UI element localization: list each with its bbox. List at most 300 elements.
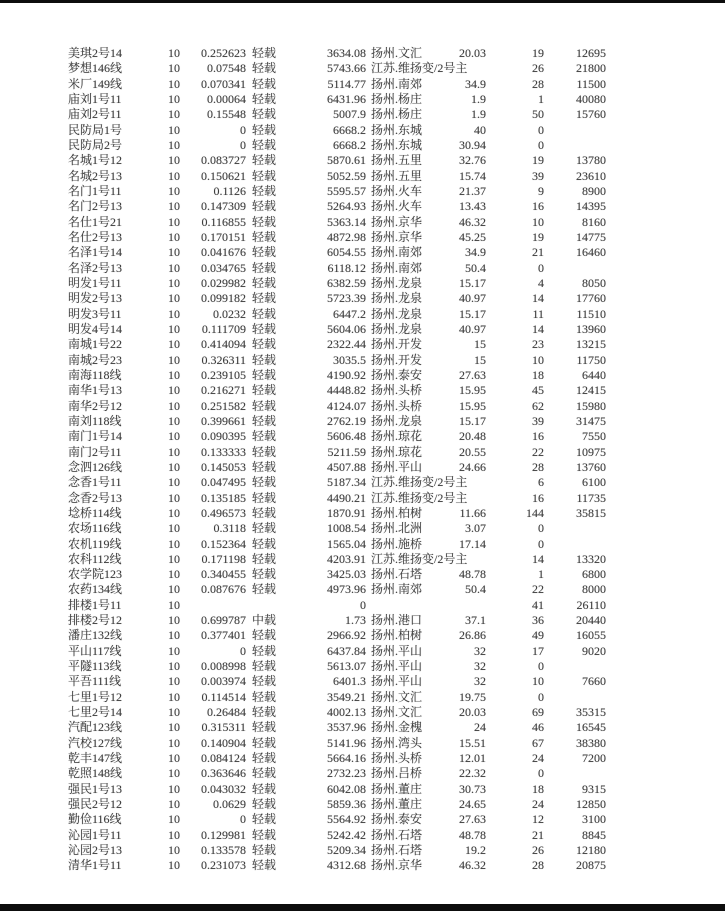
cell-feeder-name: 汽校127线 [68,735,123,750]
cell-capacity-c: 31475 [576,413,606,428]
cell-capacity-c: 7550 [582,429,606,444]
cell-load-status: 轻载 [252,827,277,842]
cell-substation: 扬州.五里 [371,168,423,183]
cell-substation: 扬州.董庄 [371,797,423,812]
table-row [0,184,725,199]
cell-substation: 扬州.泰安 [371,367,423,382]
cell-capacity-a: 4002.13 [327,705,366,720]
cell-substation: 扬州.文汇 [371,46,423,60]
cell-value-b: 40.97 [459,291,486,306]
cell-capacity-c: 9020 [582,643,606,658]
cell-voltage: 10 [168,46,180,60]
cell-substation: 扬州.开发 [371,352,423,367]
cell-load-rate: 0.150621 [201,168,246,183]
cell-load-rate: 0.340455 [201,567,246,582]
cell-voltage: 10 [168,536,180,551]
cell-voltage: 10 [168,827,180,842]
cell-capacity-c: 8050 [582,275,606,290]
cell-substation: 扬州.头桥 [371,751,423,766]
cell-capacity-a: 3425.03 [327,567,366,582]
cell-value-b: 40 [474,122,486,137]
cell-count: 9 [538,183,544,198]
cell-feeder-name: 农科112线 [68,551,122,566]
cell-count: 0 [538,766,544,781]
cell-load-status: 轻载 [252,199,277,214]
cell-load-status: 轻载 [252,413,277,428]
cell-substation: 扬州.开发 [371,337,423,352]
cell-value-b: 15.51 [459,735,486,750]
cell-substation: 扬州.文汇 [371,689,423,704]
cell-count: 16 [532,429,544,444]
cell-feeder-name: 南华2号12 [68,398,123,413]
cell-load-rate: 0.414094 [201,337,246,352]
cell-substation: 扬州.港口 [371,613,423,628]
cell-value-b: 32 [474,643,486,658]
cell-capacity-a: 5007.9 [333,107,366,122]
cell-substation: 扬州.龙泉 [371,275,423,290]
cell-load-rate: 0.047495 [201,475,246,490]
cell-voltage: 10 [168,137,180,152]
cell-feeder-name: 念香2号13 [68,490,123,505]
cell-capacity-c: 14775 [576,229,606,244]
cell-load-status: 轻载 [252,245,277,260]
cell-capacity-a: 5209.34 [327,843,366,858]
cell-capacity-c: 6100 [582,475,606,490]
cell-load-status: 轻载 [252,582,277,597]
table-row [0,245,725,260]
cell-count: 21 [532,827,544,842]
cell-voltage: 10 [168,567,180,582]
cell-count: 41 [532,597,544,612]
cell-capacity-a: 5743.66 [327,61,366,76]
cell-capacity-c: 6800 [582,567,606,582]
table-row [0,46,725,61]
cell-load-status: 轻载 [252,107,277,122]
table-row [0,414,725,429]
cell-value-b: 1.9 [471,107,486,122]
cell-count: 67 [532,735,544,750]
cell-substation: 扬州.东城 [371,122,423,137]
table-row [0,445,725,460]
cell-capacity-c: 12695 [576,46,606,60]
cell-capacity-a: 3035.5 [333,352,366,367]
cell-count: 10 [532,352,544,367]
cell-load-rate: 0.251582 [201,398,246,413]
cell-load-rate: 0.231073 [201,858,246,873]
cell-capacity-a: 6437.84 [327,643,366,658]
cell-value-b: 45.25 [459,229,486,244]
cell-capacity-a: 1565.04 [327,536,366,551]
cell-capacity-c: 17760 [576,291,606,306]
cell-capacity-a: 6447.2 [333,306,366,321]
cell-load-status: 轻载 [252,475,277,490]
cell-voltage: 10 [168,674,180,689]
cell-value-b: 11.66 [459,505,486,520]
cell-feeder-name: 七里2号14 [68,705,123,720]
cell-capacity-c: 13760 [576,459,606,474]
cell-count: 45 [532,383,544,398]
cell-voltage: 10 [168,321,180,336]
cell-capacity-a: 5211.59 [327,444,366,459]
cell-count: 39 [532,413,544,428]
cell-substation: 扬州.吕桥 [371,766,423,781]
cell-capacity-a: 5606.48 [327,429,366,444]
cell-capacity-c: 13215 [576,337,606,352]
table-row [0,858,725,873]
cell-substation: 江苏.维扬变/2号主 [371,551,468,566]
cell-value-b: 27.63 [459,367,486,382]
cell-count: 22 [532,444,544,459]
cell-load-status: 轻载 [252,628,277,643]
cell-load-status: 轻载 [252,61,277,76]
cell-capacity-a: 6054.55 [327,245,366,260]
cell-value-b: 15.74 [459,168,486,183]
cell-capacity-a: 1.73 [345,613,366,628]
cell-capacity-c: 8845 [582,827,606,842]
cell-count: 18 [532,367,544,382]
cell-capacity-a: 4124.07 [327,398,366,413]
cell-count: 144 [526,505,544,520]
cell-feeder-name: 名仕1号21 [68,214,123,229]
cell-voltage: 10 [168,521,180,536]
cell-substation: 扬州.龙泉 [371,306,423,321]
cell-capacity-a: 2322.44 [327,337,366,352]
cell-load-rate: 0.133578 [201,843,246,858]
cell-count: 26 [532,843,544,858]
cell-substation: 扬州.龙泉 [371,291,423,306]
cell-count: 28 [532,858,544,873]
table-row [0,613,725,628]
cell-feeder-name: 南海118线 [68,367,122,382]
cell-capacity-c: 11510 [576,306,606,321]
cell-voltage: 10 [168,490,180,505]
cell-capacity-a: 5870.61 [327,153,366,168]
cell-load-status: 轻载 [252,781,277,796]
cell-substation: 扬州.柏树 [371,628,423,643]
table-row [0,322,725,337]
cell-count: 0 [538,260,544,275]
cell-capacity-a: 3549.21 [327,689,366,704]
cell-voltage: 10 [168,751,180,766]
cell-voltage: 10 [168,505,180,520]
cell-substation: 扬州.南郊 [371,260,423,275]
cell-count: 0 [538,689,544,704]
cell-load-rate: 0.152364 [201,536,246,551]
cell-capacity-a: 1008.54 [327,521,366,536]
cell-voltage: 10 [168,429,180,444]
cell-feeder-name: 念香1号11 [68,475,122,490]
table-row [0,598,725,613]
cell-capacity-a: 5564.92 [327,812,366,827]
cell-capacity-a: 4448.82 [327,383,366,398]
cell-substation: 扬州.五里 [371,153,423,168]
table-row [0,307,725,322]
cell-feeder-name: 清华1号11 [68,858,122,873]
cell-load-rate: 0.070341 [201,76,246,91]
cell-load-status: 轻载 [252,352,277,367]
cell-substation: 扬州.火车 [371,199,423,214]
cell-load-rate: 0.239105 [201,367,246,382]
cell-substation: 扬州.平山 [371,459,423,474]
cell-load-status: 轻载 [252,735,277,750]
cell-voltage: 10 [168,597,180,612]
cell-voltage: 10 [168,383,180,398]
cell-capacity-c: 12415 [576,383,606,398]
cell-voltage: 10 [168,168,180,183]
cell-feeder-name: 七里1号12 [68,689,123,704]
cell-capacity-c: 12850 [576,797,606,812]
cell-substation: 扬州.平山 [371,659,423,674]
cell-substation: 扬州.东城 [371,137,423,152]
cell-substation: 扬州.董庄 [371,781,423,796]
cell-voltage: 10 [168,781,180,796]
cell-voltage: 10 [168,459,180,474]
cell-load-status: 轻载 [252,214,277,229]
cell-value-b: 3.07 [465,521,486,536]
cell-feeder-name: 沁园1号11 [68,827,122,842]
cell-count: 10 [532,214,544,229]
cell-count: 11 [532,306,544,321]
cell-voltage: 10 [168,229,180,244]
cell-load-status: 轻载 [252,843,277,858]
table-row [0,751,725,766]
cell-capacity-c: 11750 [576,352,606,367]
table-row [0,199,725,214]
cell-feeder-name: 农药134线 [68,582,123,597]
cell-count: 14 [532,321,544,336]
cell-substation: 扬州.平山 [371,674,423,689]
cell-feeder-name: 米厂149线 [68,76,123,91]
cell-load-rate: 0.00064 [207,91,246,106]
cell-capacity-c: 11500 [576,76,606,91]
cell-voltage: 10 [168,245,180,260]
cell-substation: 扬州.石塔 [371,567,423,582]
cell-feeder-name: 明发4号14 [68,321,123,336]
cell-value-b: 20.03 [459,705,486,720]
table-row [0,107,725,122]
cell-count: 28 [532,76,544,91]
table-row [0,720,725,735]
table-row [0,674,725,689]
cell-load-status: 轻载 [252,567,277,582]
cell-capacity-c: 16545 [576,720,606,735]
cell-voltage: 10 [168,199,180,214]
cell-capacity-a: 6382.59 [327,275,366,290]
cell-capacity-c: 15760 [576,107,606,122]
table-row [0,644,725,659]
cell-load-status: 轻载 [252,275,277,290]
cell-load-rate: 0 [240,137,246,152]
cell-count: 16 [532,199,544,214]
cell-substation: 扬州.平山 [371,643,423,658]
cell-feeder-name: 庙刘2号11 [68,107,122,122]
cell-capacity-c: 20440 [576,613,606,628]
table-row [0,828,725,843]
cell-feeder-name: 名泽2号13 [68,260,123,275]
cell-value-b: 48.78 [459,567,486,582]
cell-substation: 扬州.琼花 [371,429,423,444]
table-row [0,429,725,444]
cell-value-b: 15.17 [459,306,486,321]
cell-load-status: 轻载 [252,46,277,60]
cell-value-b: 21.37 [459,183,486,198]
cell-count: 19 [532,153,544,168]
cell-capacity-c: 20875 [576,858,606,873]
cell-capacity-c: 8000 [582,582,606,597]
cell-substation: 扬州.南郊 [371,245,423,260]
cell-capacity-a: 5604.06 [327,321,366,336]
cell-voltage: 10 [168,812,180,827]
table-row [0,169,725,184]
cell-feeder-name: 潘庄132线 [68,628,123,643]
cell-count: 0 [538,659,544,674]
cell-voltage: 10 [168,306,180,321]
cell-capacity-c: 7660 [582,674,606,689]
cell-feeder-name: 排楼1号11 [68,597,122,612]
cell-load-rate: 0.0629 [213,797,246,812]
top-border-bar [0,0,725,3]
cell-count: 4 [538,275,544,290]
cell-load-rate: 0.315311 [201,720,246,735]
cell-load-status: 轻载 [252,306,277,321]
cell-value-b: 37.1 [465,613,486,628]
cell-load-status: 轻载 [252,137,277,152]
cell-load-status: 轻载 [252,337,277,352]
cell-load-rate: 0.029982 [201,275,246,290]
cell-capacity-a: 1870.91 [327,505,366,520]
cell-feeder-name: 梦想146线 [68,61,123,76]
cell-voltage: 10 [168,475,180,490]
cell-load-status: 轻载 [252,536,277,551]
cell-count: 49 [532,628,544,643]
cell-count: 14 [532,291,544,306]
cell-value-b: 20.55 [459,444,486,459]
cell-value-b: 46.32 [459,858,486,873]
cell-load-rate: 0.26484 [207,705,246,720]
cell-substation: 扬州.杨庄 [371,91,423,106]
cell-capacity-c: 15980 [576,398,606,413]
cell-load-status: 轻载 [252,751,277,766]
cell-substation: 扬州.文汇 [371,705,423,720]
cell-load-rate: 0.116855 [201,214,246,229]
cell-capacity-c: 12180 [576,843,606,858]
cell-feeder-name: 南华1号13 [68,383,123,398]
cell-load-rate: 0.145053 [201,459,246,474]
table-row [0,215,725,230]
cell-value-b: 1.9 [471,91,486,106]
cell-load-rate: 0.0232 [213,306,246,321]
cell-voltage: 10 [168,643,180,658]
cell-load-rate: 0.129981 [201,827,246,842]
cell-value-b: 34.9 [465,245,486,260]
cell-capacity-c: 26110 [576,597,606,612]
cell-capacity-a: 5664.16 [327,751,366,766]
cell-load-status: 轻载 [252,505,277,520]
cell-substation: 江苏.维扬变/2号主 [371,61,468,76]
cell-feeder-name: 名门2号13 [68,199,123,214]
cell-voltage: 10 [168,659,180,674]
cell-value-b: 34.9 [465,76,486,91]
cell-substation: 扬州.琼花 [371,444,423,459]
cell-value-b: 40.97 [459,321,486,336]
cell-capacity-a: 5052.59 [327,168,366,183]
cell-voltage: 10 [168,551,180,566]
cell-value-b: 19.2 [465,843,486,858]
table-row [0,92,725,107]
cell-load-status: 轻载 [252,444,277,459]
cell-load-status: 轻载 [252,689,277,704]
cell-capacity-a: 5859.36 [327,797,366,812]
cell-feeder-name: 汽配123线 [68,720,123,735]
cell-load-rate: 0.083727 [201,153,246,168]
cell-value-b: 15.95 [459,383,486,398]
table-row [0,475,725,490]
cell-value-b: 27.63 [459,812,486,827]
cell-capacity-a: 4973.96 [327,582,366,597]
table-row [0,736,725,751]
table-row [0,537,725,552]
cell-substation: 扬州.北洲 [371,521,423,536]
cell-capacity-a: 6668.2 [333,122,366,137]
cell-load-status: 轻载 [252,459,277,474]
cell-load-status: 轻载 [252,122,277,137]
cell-capacity-a: 5114.77 [327,76,366,91]
cell-load-status: 轻载 [252,674,277,689]
table-row [0,460,725,475]
cell-load-rate: 0.003974 [201,674,246,689]
cell-count: 17 [532,643,544,658]
cell-load-rate: 0.363646 [201,766,246,781]
cell-load-rate: 0.170151 [201,229,246,244]
cell-voltage: 10 [168,260,180,275]
cell-capacity-c: 13960 [576,321,606,336]
cell-substation: 扬州.龙泉 [371,413,423,428]
cell-capacity-a: 6118.12 [327,260,366,275]
cell-load-status: 中载 [252,613,277,628]
cell-capacity-c: 16460 [576,245,606,260]
cell-count: 1 [538,567,544,582]
cell-voltage: 10 [168,628,180,643]
cell-capacity-a: 4203.91 [327,551,366,566]
cell-feeder-name: 名门1号11 [68,183,122,198]
table-row [0,77,725,92]
cell-value-b: 17.14 [459,536,486,551]
table-row [0,659,725,674]
table-row [0,261,725,276]
table-row [0,399,725,414]
cell-value-b: 30.73 [459,781,486,796]
cell-value-b: 19.75 [459,689,486,704]
table-row [0,766,725,781]
cell-load-rate: 0.114514 [201,689,246,704]
cell-voltage: 10 [168,91,180,106]
cell-load-rate: 0.008998 [201,659,246,674]
cell-feeder-name: 念泗126线 [68,459,123,474]
cell-voltage: 10 [168,76,180,91]
cell-substation: 江苏.维扬变/2号主 [371,475,468,490]
cell-feeder-name: 名城2号13 [68,168,123,183]
cell-count: 50 [532,107,544,122]
cell-load-status: 轻载 [252,383,277,398]
cell-load-rate: 0.111709 [201,321,246,336]
cell-count: 36 [532,613,544,628]
cell-count: 24 [532,797,544,812]
table-row [0,782,725,797]
cell-count: 16 [532,490,544,505]
cell-load-status: 轻载 [252,797,277,812]
cell-value-b: 24.66 [459,459,486,474]
cell-capacity-a: 0 [360,597,366,612]
